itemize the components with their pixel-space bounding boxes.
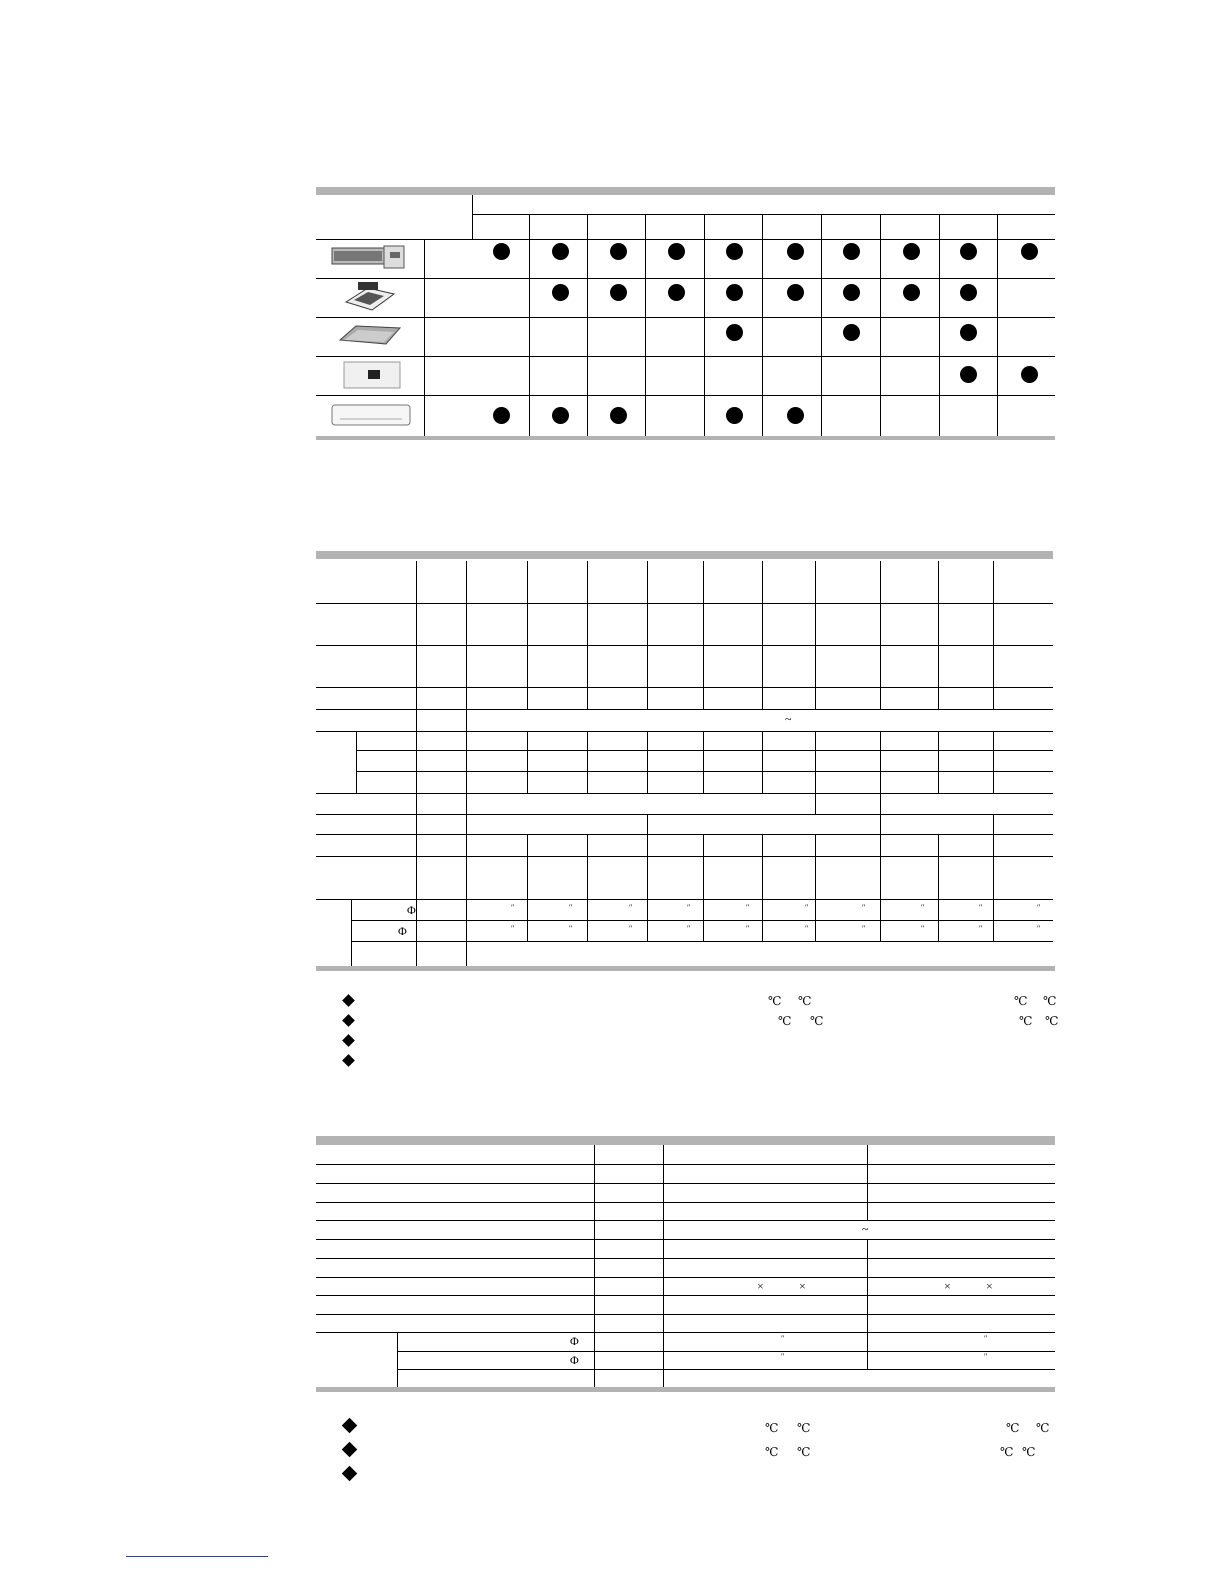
availability-dot [903,284,920,301]
n2-celsius-f: ℃ [797,1445,811,1459]
spec-col-divider [527,834,528,941]
note1-celsius-b: ℃ [798,994,812,1008]
matrix-bottom-bar [316,436,1055,440]
spec-pipe-mark: ″ [921,903,925,912]
spec-pipe-mark: ″ [1037,924,1041,933]
availability-dot [787,284,804,301]
availability-dot [726,284,743,301]
matrix-col-divider [880,214,881,436]
spec-col-divider [880,561,881,709]
spec-pipe-mark: ″ [629,903,633,912]
note2-bullet-2 [342,1442,358,1458]
spec-col-divider [703,834,704,941]
spec-col-divider [587,731,588,793]
n2-celsius-h: ℃ [1022,1445,1036,1459]
matrix-col-divider [645,214,646,436]
n2-celsius-a: ℃ [765,1421,779,1435]
spec-pipe-mark: ″ [569,903,573,912]
spec-col-divider [993,834,994,941]
availability-dot [726,407,743,424]
outdoor-pipe-mark-1: ″ [781,1334,785,1343]
outdoor-pipe-mark-2: ″ [984,1334,988,1343]
availability-dot [843,243,860,260]
outdoor-dim-times-1: × [757,1279,764,1293]
availability-dot [1021,243,1038,260]
spec-col-divider [647,731,648,793]
outdoor-dim-times-4: × [986,1279,993,1293]
spec-pipe-mark: ″ [511,924,515,933]
spec-col-divider [938,834,939,941]
spec-pipe-mark: ″ [862,924,866,933]
spec-col-divider [647,834,648,941]
spec-col-divider [762,731,763,793]
availability-dot [493,243,510,260]
matrix-col-divider [704,214,705,436]
availability-dot [552,284,569,301]
spec-pipe-mark: ″ [629,924,633,933]
availability-dot [960,366,977,383]
availability-dot [1021,366,1038,383]
matrix-col-divider [821,214,822,436]
n2-celsius-b: ℃ [797,1421,811,1435]
spec-pipe-mark: ″ [746,903,750,912]
availability-dot [668,284,685,301]
note2-celsius-d: ℃ [1045,1014,1059,1028]
availability-dot [552,243,569,260]
ceiling-suspended-unit-icon [336,320,404,348]
matrix-col-divider [939,214,940,436]
availability-dot [960,243,977,260]
availability-dot [903,243,920,260]
cassette-unit-icon [338,280,400,312]
spec-liquid-pipe-phi: Φ [407,903,416,917]
availability-dot [610,243,627,260]
availability-dot [668,243,685,260]
spec-pipe-mark: ″ [979,924,983,933]
n2-celsius-e: ℃ [765,1445,779,1459]
availability-dot [493,407,510,424]
spec-voltage-approx: ~ [785,712,792,726]
availability-dot [610,284,627,301]
note2-bullet-1 [342,1418,358,1434]
spec-col-divider [993,731,994,793]
note2-celsius-b: ℃ [810,1014,824,1028]
outdoor-gas-pipe-phi: Φ [570,1353,579,1367]
note1-celsius-c: ℃ [1014,994,1028,1008]
spec-col-divider [938,561,939,709]
spec-col-divider [815,731,816,793]
availability-dot [960,324,977,341]
spec-col-divider [762,561,763,709]
spec-gas-pipe-phi: Φ [398,924,407,938]
matrix-col-divider [997,214,998,436]
availability-dot [552,407,569,424]
spec-pipe-mark: ″ [862,903,866,912]
spec-pipe-mark: ″ [687,924,691,933]
note2-celsius-a: ℃ [778,1014,792,1028]
spec-col-divider [815,793,816,814]
spec-pipe-mark: ″ [921,924,925,933]
outdoor-pipe-mark-4: ″ [984,1352,988,1361]
note2-celsius-c: ℃ [1019,1014,1033,1028]
spec-pipe-mark: ″ [746,924,750,933]
note-bullet-1 [342,994,355,1007]
spec-col-divider [993,814,994,834]
n2-celsius-c: ℃ [1006,1421,1020,1435]
note1-celsius-a: ℃ [768,994,782,1008]
footnote-rule [126,1556,268,1557]
spec-col-divider [880,793,881,814]
spec-pipe-mark: ″ [511,903,515,912]
note1-celsius-d: ℃ [1043,994,1057,1008]
availability-dot [726,324,743,341]
spec-bottom-bar [316,966,1055,971]
note-bullet-4 [342,1054,355,1067]
availability-dot [610,407,627,424]
spec-pipe-mark: ″ [979,903,983,912]
spec-col-divider [527,731,528,793]
availability-dot [787,243,804,260]
spec-col-divider [993,561,994,709]
spec-col-divider [880,731,881,793]
n2-celsius-d: ℃ [1036,1421,1050,1435]
spec-pipe-mark: ″ [569,924,573,933]
spec-col-divider [647,561,648,709]
matrix-col-divider [762,214,763,436]
availability-dot [787,407,804,424]
availability-dot [960,284,977,301]
spec-col-divider [587,561,588,709]
wall-mounted-unit-icon [330,402,412,428]
spec-col-divider [527,561,528,709]
outdoor-voltage-approx: ~ [862,1222,869,1236]
matrix-col-divider [587,214,588,436]
spec-pipe-mark: ″ [1037,903,1041,912]
availability-dot [843,284,860,301]
spec-col-divider [587,834,588,941]
outdoor-liquid-pipe-phi: Φ [570,1334,579,1348]
spec-col-divider [815,834,816,941]
spec-pipe-mark: ″ [805,924,809,933]
spec-col-divider [762,834,763,941]
availability-dot [843,324,860,341]
note2-bullet-3 [342,1466,358,1482]
outdoor-pipe-mark-3: ″ [781,1352,785,1361]
note-bullet-2 [342,1014,355,1027]
spec-pipe-mark: ″ [687,903,691,912]
note-bullet-3 [342,1034,355,1047]
spec-col-divider [703,561,704,709]
availability-dot [726,243,743,260]
outdoor-bottom-bar [316,1387,1055,1392]
spec-col-divider [647,814,648,834]
outdoor-dim-times-2: × [799,1279,806,1293]
outdoor-top-bar [316,1136,1055,1145]
spec-col-divider [938,731,939,793]
n2-celsius-g: ℃ [1000,1445,1014,1459]
spec-col-divider [703,731,704,793]
matrix-top-bar [316,187,1055,195]
spec-col-divider [880,834,881,941]
matrix-col-divider [529,214,530,436]
spec-col-divider [880,814,881,834]
floor-standing-unit-icon [342,360,402,390]
spec-top-bar [316,551,1053,559]
outdoor-dim-times-3: × [944,1279,951,1293]
spec-pipe-mark: ″ [805,903,809,912]
duct-unit-icon [330,242,406,272]
spec-col-divider [815,561,816,709]
